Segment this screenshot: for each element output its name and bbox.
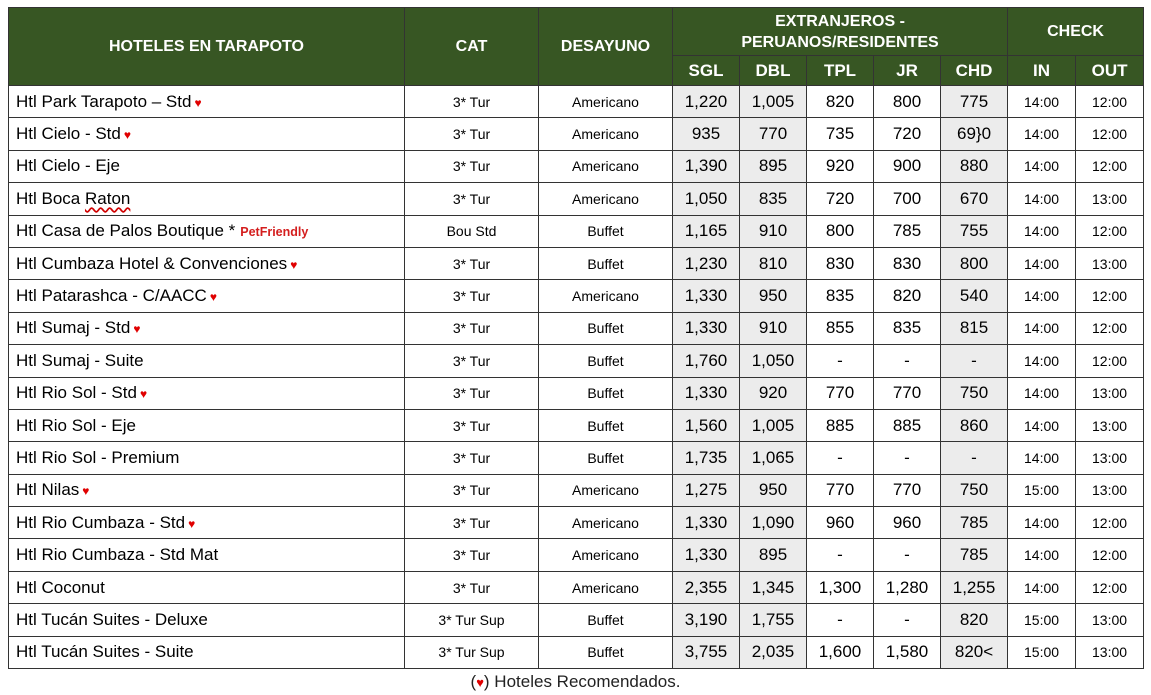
checkin-cell: 14:00 bbox=[1008, 539, 1076, 571]
table-row bbox=[9, 86, 1144, 118]
jr-cell: 720 bbox=[874, 118, 941, 150]
hotel-name-cell bbox=[9, 442, 405, 474]
checkin-cell: 15:00 bbox=[1008, 474, 1076, 506]
dbl-cell: 950 bbox=[740, 474, 807, 506]
checkin-cell: 14:00 bbox=[1008, 183, 1076, 215]
heart-icon: ♥ bbox=[139, 387, 148, 402]
tpl-cell: 770 bbox=[807, 474, 874, 506]
hotel-name-cell bbox=[9, 474, 405, 506]
hotel-name: Htl Coconut bbox=[16, 577, 105, 597]
dbl-cell: 1,065 bbox=[740, 442, 807, 474]
heart-icon: ♥ bbox=[476, 675, 484, 690]
hotel-name-cell bbox=[9, 150, 405, 182]
checkout-cell: 13:00 bbox=[1076, 409, 1144, 441]
dbl-cell: 950 bbox=[740, 280, 807, 312]
hotel-name-cell bbox=[9, 409, 405, 441]
petfriendly-tag: PetFriendly bbox=[240, 225, 309, 240]
dbl-cell: 895 bbox=[740, 150, 807, 182]
hotel-name-cell bbox=[9, 280, 405, 312]
heart-icon: ♥ bbox=[290, 257, 298, 272]
dbl-cell: 1,050 bbox=[740, 345, 807, 377]
chd-cell: 880 bbox=[941, 150, 1008, 182]
chd-cell: 775 bbox=[941, 86, 1008, 118]
sgl-cell: 1,760 bbox=[673, 345, 740, 377]
cat-cell: 3* Tur bbox=[405, 442, 539, 474]
table-row bbox=[9, 280, 1144, 312]
checkout-cell: 13:00 bbox=[1076, 474, 1144, 506]
hotel-name: Htl Cielo - Eje bbox=[16, 156, 120, 176]
sgl-cell: 1,330 bbox=[673, 539, 740, 571]
dbl-cell: 1,345 bbox=[740, 571, 807, 603]
tpl-cell: 1,600 bbox=[807, 636, 874, 668]
jr-cell: 830 bbox=[874, 247, 941, 279]
cat-cell: 3* Tur bbox=[405, 571, 539, 603]
checkin-cell: 14:00 bbox=[1008, 86, 1076, 118]
sgl-cell: 1,390 bbox=[673, 150, 740, 182]
breakfast-cell: Buffet bbox=[539, 442, 673, 474]
breakfast-cell: Americano bbox=[539, 507, 673, 539]
checkin-cell: 14:00 bbox=[1008, 442, 1076, 474]
hotel-name: Htl Rio Cumbaza - Std Mat bbox=[16, 545, 219, 565]
dbl-cell: 1,005 bbox=[740, 409, 807, 441]
cat-cell: 3* Tur Sup bbox=[405, 636, 539, 668]
dbl-cell: 895 bbox=[740, 539, 807, 571]
tpl-cell: - bbox=[807, 539, 874, 571]
breakfast-cell: Americano bbox=[539, 183, 673, 215]
sgl-cell: 935 bbox=[673, 118, 740, 150]
table-row bbox=[9, 571, 1144, 603]
table-row bbox=[9, 442, 1144, 474]
heart-icon: ♥ bbox=[133, 322, 141, 337]
dbl-cell: 1,755 bbox=[740, 604, 807, 636]
col-header-breakfast: DESAYUNO bbox=[539, 8, 673, 86]
tpl-cell: 920 bbox=[807, 150, 874, 182]
tpl-cell: 1,300 bbox=[807, 571, 874, 603]
breakfast-cell: Buffet bbox=[539, 345, 673, 377]
table-row bbox=[9, 118, 1144, 150]
checkout-cell: 13:00 bbox=[1076, 247, 1144, 279]
cat-cell: 3* Tur bbox=[405, 150, 539, 182]
jr-cell: 1,580 bbox=[874, 636, 941, 668]
dbl-cell: 910 bbox=[740, 215, 807, 247]
chd-cell: 860 bbox=[941, 409, 1008, 441]
cat-cell: 3* Tur bbox=[405, 280, 539, 312]
heart-icon: ♥ bbox=[188, 516, 196, 531]
cat-cell: 3* Tur Sup bbox=[405, 604, 539, 636]
hotel-name-cell bbox=[9, 571, 405, 603]
cat-cell: 3* Tur bbox=[405, 539, 539, 571]
legend-text: ) Hoteles Recomendados. bbox=[483, 672, 681, 691]
checkout-cell: 12:00 bbox=[1076, 280, 1144, 312]
hotel-name-cell bbox=[9, 247, 405, 279]
hotel-name: Htl Tucán Suites - Deluxe bbox=[16, 609, 208, 629]
dbl-cell: 770 bbox=[740, 118, 807, 150]
heart-icon: ♥ bbox=[194, 95, 202, 110]
chd-cell: 815 bbox=[941, 312, 1008, 344]
checkin-cell: 14:00 bbox=[1008, 215, 1076, 247]
sgl-cell: 1,330 bbox=[673, 312, 740, 344]
cat-cell: 3* Tur bbox=[405, 507, 539, 539]
sgl-cell: 1,050 bbox=[673, 183, 740, 215]
col-header-chd: CHD bbox=[941, 56, 1008, 86]
sgl-cell: 1,275 bbox=[673, 474, 740, 506]
checkin-cell: 14:00 bbox=[1008, 118, 1076, 150]
checkin-cell: 14:00 bbox=[1008, 280, 1076, 312]
checkout-cell: 12:00 bbox=[1076, 312, 1144, 344]
breakfast-cell: Americano bbox=[539, 539, 673, 571]
tpl-cell: 800 bbox=[807, 215, 874, 247]
tpl-cell: 770 bbox=[807, 377, 874, 409]
cat-cell: 3* Tur bbox=[405, 118, 539, 150]
jr-cell: 960 bbox=[874, 507, 941, 539]
hotel-name: Htl Boca Raton bbox=[16, 188, 131, 208]
table-row bbox=[9, 183, 1144, 215]
heart-icon: ♥ bbox=[123, 128, 131, 143]
dbl-cell: 1,090 bbox=[740, 507, 807, 539]
jr-cell: 700 bbox=[874, 183, 941, 215]
checkout-cell: 12:00 bbox=[1076, 150, 1144, 182]
breakfast-cell: Buffet bbox=[539, 247, 673, 279]
breakfast-cell: Buffet bbox=[539, 604, 673, 636]
jr-cell: 770 bbox=[874, 474, 941, 506]
hotel-name-cell bbox=[9, 604, 405, 636]
table-row bbox=[9, 345, 1144, 377]
checkout-cell: 13:00 bbox=[1076, 183, 1144, 215]
hotel-name-cell bbox=[9, 345, 405, 377]
hotel-name: Htl Cumbaza Hotel & Convenciones bbox=[16, 253, 288, 273]
breakfast-cell: Americano bbox=[539, 118, 673, 150]
checkout-cell: 12:00 bbox=[1076, 571, 1144, 603]
checkin-cell: 14:00 bbox=[1008, 247, 1076, 279]
jr-cell: 770 bbox=[874, 377, 941, 409]
checkout-cell: 13:00 bbox=[1076, 442, 1144, 474]
chd-cell: - bbox=[941, 345, 1008, 377]
hotel-name-cell bbox=[9, 539, 405, 571]
tpl-cell: 720 bbox=[807, 183, 874, 215]
table-row bbox=[9, 507, 1144, 539]
checkin-cell: 14:00 bbox=[1008, 409, 1076, 441]
jr-cell: 835 bbox=[874, 312, 941, 344]
chd-cell: 785 bbox=[941, 539, 1008, 571]
chd-cell: 1,255 bbox=[941, 571, 1008, 603]
hotel-name: Htl Casa de Palos Boutique * bbox=[16, 221, 236, 241]
hotel-name-cell bbox=[9, 507, 405, 539]
chd-cell: 750 bbox=[941, 474, 1008, 506]
hotel-name: Htl Nilas bbox=[16, 480, 80, 500]
breakfast-cell: Americano bbox=[539, 150, 673, 182]
breakfast-cell: Buffet bbox=[539, 312, 673, 344]
tpl-cell: 855 bbox=[807, 312, 874, 344]
cat-cell: 3* Tur bbox=[405, 86, 539, 118]
cat-cell: Bou Std bbox=[405, 215, 539, 247]
cat-cell: 3* Tur bbox=[405, 377, 539, 409]
hotel-rates-table bbox=[8, 7, 1144, 669]
jr-cell: - bbox=[874, 345, 941, 377]
checkout-cell: 12:00 bbox=[1076, 345, 1144, 377]
checkin-cell: 14:00 bbox=[1008, 377, 1076, 409]
jr-cell: - bbox=[874, 539, 941, 571]
col-header-in: IN bbox=[1008, 56, 1076, 86]
dbl-cell: 2,035 bbox=[740, 636, 807, 668]
cat-cell: 3* Tur bbox=[405, 345, 539, 377]
col-header-sgl: SGL bbox=[673, 56, 740, 86]
col-header-dbl: DBL bbox=[740, 56, 807, 86]
breakfast-cell: Buffet bbox=[539, 409, 673, 441]
tpl-cell: 830 bbox=[807, 247, 874, 279]
chd-cell: 785 bbox=[941, 507, 1008, 539]
checkout-cell: 12:00 bbox=[1076, 539, 1144, 571]
hotel-name: Htl Rio Sol - Premium bbox=[16, 447, 180, 467]
checkout-cell: 12:00 bbox=[1076, 118, 1144, 150]
tpl-cell: 835 bbox=[807, 280, 874, 312]
breakfast-cell: Americano bbox=[539, 86, 673, 118]
hotel-name: Htl Tucán Suites - Suite bbox=[16, 642, 194, 662]
hotel-name-cell bbox=[9, 118, 405, 150]
sgl-cell: 1,560 bbox=[673, 409, 740, 441]
chd-cell: 540 bbox=[941, 280, 1008, 312]
checkout-cell: 12:00 bbox=[1076, 86, 1144, 118]
hotel-name-cell bbox=[9, 377, 405, 409]
tpl-cell: 820 bbox=[807, 86, 874, 118]
checkout-cell: 13:00 bbox=[1076, 377, 1144, 409]
hotel-name: Htl Sumaj - Suite bbox=[16, 350, 144, 370]
hotel-name: Htl Park Tarapoto – Std bbox=[16, 91, 192, 111]
chd-cell: 69}0 bbox=[941, 118, 1008, 150]
tpl-cell: - bbox=[807, 442, 874, 474]
hotel-name: Htl Rio Sol - Std bbox=[16, 383, 137, 403]
sgl-cell: 1,330 bbox=[673, 377, 740, 409]
checkin-cell: 14:00 bbox=[1008, 507, 1076, 539]
dbl-cell: 1,005 bbox=[740, 86, 807, 118]
checkin-cell: 14:00 bbox=[1008, 150, 1076, 182]
col-header-out: OUT bbox=[1076, 56, 1144, 86]
hotel-name-cell bbox=[9, 215, 405, 247]
breakfast-cell: Buffet bbox=[539, 377, 673, 409]
hotel-name-cell bbox=[9, 636, 405, 668]
jr-cell: - bbox=[874, 442, 941, 474]
table-row bbox=[9, 636, 1144, 668]
checkin-cell: 15:00 bbox=[1008, 636, 1076, 668]
table-row bbox=[9, 409, 1144, 441]
cat-cell: 3* Tur bbox=[405, 183, 539, 215]
cat-cell: 3* Tur bbox=[405, 409, 539, 441]
table-row bbox=[9, 215, 1144, 247]
hotel-name: Htl Rio Cumbaza - Std bbox=[16, 512, 186, 532]
jr-cell: - bbox=[874, 604, 941, 636]
hotel-name-cell bbox=[9, 312, 405, 344]
table-row bbox=[9, 377, 1144, 409]
hotel-name: Htl Sumaj - Std bbox=[16, 318, 131, 338]
col-header-cat: CAT bbox=[405, 8, 539, 86]
sgl-cell: 1,220 bbox=[673, 86, 740, 118]
sgl-cell: 1,330 bbox=[673, 280, 740, 312]
chd-cell: 800 bbox=[941, 247, 1008, 279]
chd-cell: 820< bbox=[941, 636, 1008, 668]
tpl-cell: 735 bbox=[807, 118, 874, 150]
heart-icon: ♥ bbox=[82, 484, 90, 499]
table-row bbox=[9, 474, 1144, 506]
sgl-cell: 1,330 bbox=[673, 507, 740, 539]
jr-cell: 885 bbox=[874, 409, 941, 441]
cat-cell: 3* Tur bbox=[405, 474, 539, 506]
table-row bbox=[9, 539, 1144, 571]
tpl-cell: 885 bbox=[807, 409, 874, 441]
jr-cell: 820 bbox=[874, 280, 941, 312]
sgl-cell: 1,735 bbox=[673, 442, 740, 474]
cat-cell: 3* Tur bbox=[405, 312, 539, 344]
chd-cell: 670 bbox=[941, 183, 1008, 215]
breakfast-cell: Buffet bbox=[539, 215, 673, 247]
table-body bbox=[9, 86, 1144, 669]
col-header-jr: JR bbox=[874, 56, 941, 86]
sgl-cell: 3,190 bbox=[673, 604, 740, 636]
col-group-rates-label: EXTRANJEROS - PERUANOS/RESIDENTES bbox=[741, 12, 939, 51]
chd-cell: 750 bbox=[941, 377, 1008, 409]
table-row bbox=[9, 604, 1144, 636]
cat-cell: 3* Tur bbox=[405, 247, 539, 279]
table-row bbox=[9, 150, 1144, 182]
hotel-name: Htl Cielo - Std bbox=[16, 124, 121, 144]
jr-cell: 1,280 bbox=[874, 571, 941, 603]
col-group-check: CHECK bbox=[1008, 8, 1144, 56]
jr-cell: 900 bbox=[874, 150, 941, 182]
legend bbox=[0, 672, 1151, 692]
checkout-cell: 12:00 bbox=[1076, 507, 1144, 539]
legend-open: ( bbox=[470, 672, 477, 691]
hotel-name: Htl Rio Sol - Eje bbox=[16, 415, 136, 435]
checkin-cell: 14:00 bbox=[1008, 571, 1076, 603]
checkout-cell: 13:00 bbox=[1076, 636, 1144, 668]
sgl-cell: 1,165 bbox=[673, 215, 740, 247]
table-row bbox=[9, 312, 1144, 344]
chd-cell: 755 bbox=[941, 215, 1008, 247]
heart-icon: ♥ bbox=[209, 290, 217, 305]
sgl-cell: 2,355 bbox=[673, 571, 740, 603]
tpl-cell: - bbox=[807, 604, 874, 636]
checkin-cell: 14:00 bbox=[1008, 345, 1076, 377]
dbl-cell: 920 bbox=[740, 377, 807, 409]
checkout-cell: 13:00 bbox=[1076, 604, 1144, 636]
checkin-cell: 14:00 bbox=[1008, 312, 1076, 344]
jr-cell: 785 bbox=[874, 215, 941, 247]
tpl-cell: - bbox=[807, 345, 874, 377]
tpl-cell: 960 bbox=[807, 507, 874, 539]
chd-cell: - bbox=[941, 442, 1008, 474]
col-header-hotels: HOTELES EN TARAPOTO bbox=[9, 8, 405, 86]
breakfast-cell: Americano bbox=[539, 280, 673, 312]
breakfast-cell: Americano bbox=[539, 571, 673, 603]
dbl-cell: 810 bbox=[740, 247, 807, 279]
sgl-cell: 3,755 bbox=[673, 636, 740, 668]
col-header-tpl: TPL bbox=[807, 56, 874, 86]
hotel-name-cell bbox=[9, 183, 405, 215]
checkout-cell: 12:00 bbox=[1076, 215, 1144, 247]
dbl-cell: 835 bbox=[740, 183, 807, 215]
breakfast-cell: Buffet bbox=[539, 636, 673, 668]
chd-cell: 820 bbox=[941, 604, 1008, 636]
col-group-rates bbox=[673, 8, 1008, 56]
table-row bbox=[9, 247, 1144, 279]
dbl-cell: 910 bbox=[740, 312, 807, 344]
jr-cell: 800 bbox=[874, 86, 941, 118]
sgl-cell: 1,230 bbox=[673, 247, 740, 279]
breakfast-cell: Americano bbox=[539, 474, 673, 506]
checkin-cell: 15:00 bbox=[1008, 604, 1076, 636]
hotel-name-cell bbox=[9, 86, 405, 118]
hotel-name: Htl Patarashca - C/AACC bbox=[16, 286, 207, 306]
